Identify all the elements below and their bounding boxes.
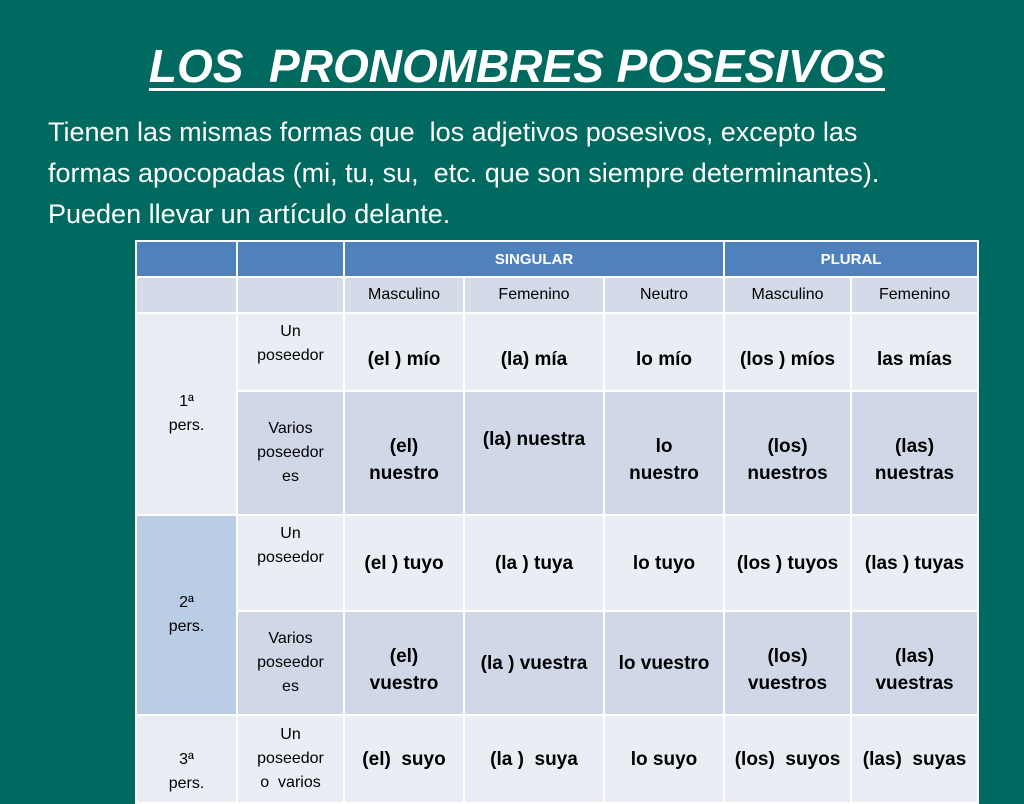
subheader-row — [136, 277, 978, 313]
pronoun-cell: (el) vuestro — [344, 611, 464, 715]
header-row — [136, 241, 978, 277]
pronoun-cell: (las ) tuyas — [851, 515, 978, 611]
possessor-label: Varios poseedor es — [237, 611, 344, 715]
pronoun-cell: (los) nuestros — [724, 391, 851, 515]
pronoun-cell: lo suyo — [604, 715, 724, 803]
table-row — [136, 391, 978, 515]
pronoun-cell: (la) nuestra — [464, 391, 604, 515]
intro-paragraph — [48, 112, 1018, 235]
person-label-second: 2ª pers. — [136, 515, 237, 715]
header-blank-cell — [237, 241, 344, 277]
subheader-cell: Neutro — [604, 277, 724, 313]
subheader-cell: Masculino — [724, 277, 851, 313]
pronoun-cell: (la ) tuya — [464, 515, 604, 611]
pronoun-cell: (la ) suya — [464, 715, 604, 803]
possessor-label: Varios poseedor es — [237, 391, 344, 515]
subheader-blank-cell — [136, 277, 237, 313]
pronoun-cell: lo tuyo — [604, 515, 724, 611]
table-row — [136, 611, 978, 715]
person-label-first: 1ª pers. — [136, 313, 237, 515]
pronoun-cell: (el ) tuyo — [344, 515, 464, 611]
table-row — [136, 313, 978, 391]
pronoun-cell: (los ) tuyos — [724, 515, 851, 611]
pronoun-cell: (el) nuestro — [344, 391, 464, 515]
header-singular: SINGULAR — [344, 241, 724, 277]
intro-line: Tienen las mismas formas que los adjetivos posesivos, excepto las — [48, 117, 858, 147]
pronoun-cell: (las) vuestras — [851, 611, 978, 715]
pronoun-cell: lo nuestro — [604, 391, 724, 515]
pronoun-cell: (los ) míos — [724, 313, 851, 391]
pronoun-cell: (las) suyas — [851, 715, 978, 803]
pronoun-cell: las mías — [851, 313, 978, 391]
slide-title: LOS PRONOMBRES POSESIVOS — [148, 40, 886, 92]
person-label-third: 3ª pers. — [136, 715, 237, 803]
pronoun-cell: lo mío — [604, 313, 724, 391]
pronoun-cell: (los) suyos — [724, 715, 851, 803]
pronoun-cell: (la ) vuestra — [464, 611, 604, 715]
possessive-pronouns-table — [135, 240, 979, 804]
possessor-label: Un poseedor o varios — [237, 715, 344, 803]
pronoun-cell: (el) suyo — [344, 715, 464, 803]
pronoun-cell: (la) mía — [464, 313, 604, 391]
subheader-cell: Femenino — [851, 277, 978, 313]
intro-line: formas apocopadas (mi, tu, su, etc. que son siempre determinantes). — [48, 158, 880, 188]
pronoun-cell: (las) nuestras — [851, 391, 978, 515]
pronoun-cell: lo vuestro — [604, 611, 724, 715]
possessor-label: Un poseedor — [237, 313, 344, 391]
pronoun-cell: (el ) mío — [344, 313, 464, 391]
intro-line: Pueden llevar un artículo delante. — [48, 199, 451, 229]
subheader-blank-cell — [237, 277, 344, 313]
pronoun-cell: (los) vuestros — [724, 611, 851, 715]
table-row — [136, 715, 978, 803]
subheader-cell: Femenino — [464, 277, 604, 313]
header-blank-cell — [136, 241, 237, 277]
subheader-cell: Masculino — [344, 277, 464, 313]
possessor-label: Un poseedor — [237, 515, 344, 611]
header-plural: PLURAL — [724, 241, 978, 277]
table-row — [136, 515, 978, 611]
